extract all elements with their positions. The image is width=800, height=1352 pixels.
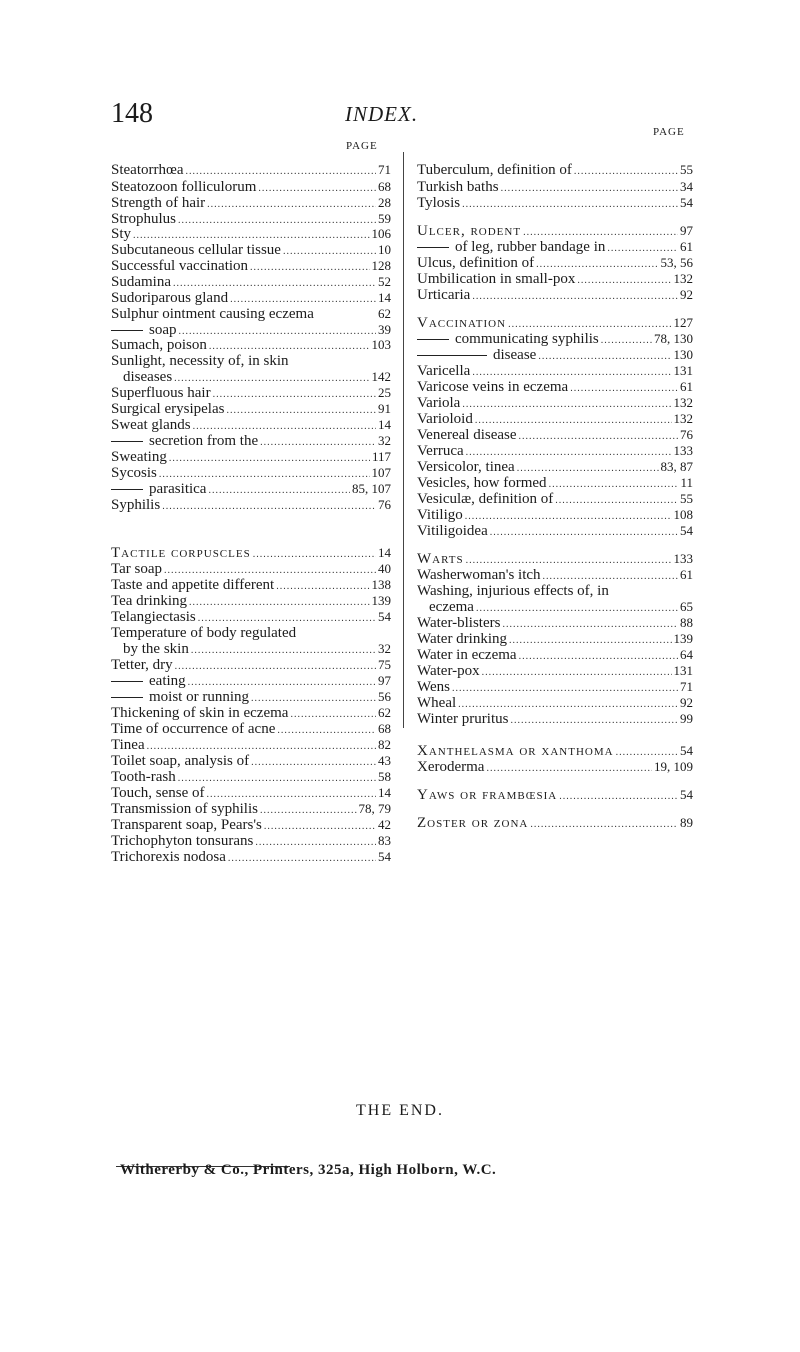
index-page-ref: 14 bbox=[378, 290, 391, 305]
index-entry bbox=[111, 211, 391, 227]
index-term: Varicose veins in eczema bbox=[417, 379, 569, 395]
index-entry bbox=[111, 769, 391, 785]
index-entry bbox=[417, 523, 693, 539]
index-term: Ulcus, definition of bbox=[417, 255, 535, 271]
index-term: Syphilis bbox=[111, 497, 161, 513]
index-page-ref: 139 bbox=[371, 593, 391, 608]
dot-leader bbox=[574, 164, 678, 180]
index-term: Touch, sense of bbox=[111, 785, 205, 801]
index-entry bbox=[111, 258, 391, 274]
index-term: Vitiligo bbox=[417, 507, 463, 523]
index-term: Tuberculum, definition of bbox=[417, 162, 572, 178]
index-entry bbox=[417, 759, 693, 775]
index-page-ref: 71 bbox=[680, 679, 693, 694]
index-page-ref: 132 bbox=[673, 271, 693, 286]
index-page-ref: 75 bbox=[378, 657, 391, 672]
index-entry bbox=[417, 195, 693, 211]
index-page-ref: 139 bbox=[673, 631, 693, 646]
index-page-ref: 61 bbox=[680, 567, 693, 582]
index-term: Superfluous hair bbox=[111, 385, 211, 401]
index-term: Washerwoman's itch bbox=[417, 567, 541, 583]
index-entry bbox=[417, 255, 693, 271]
index-term: Xanthelasma or xanthoma bbox=[417, 743, 614, 759]
index-term: Sycosis bbox=[111, 465, 157, 481]
index-entry bbox=[111, 337, 391, 353]
index-page-ref: 131 bbox=[673, 663, 693, 678]
index-entry bbox=[417, 507, 693, 523]
index-entry bbox=[111, 162, 391, 178]
index-page-ref: 127 bbox=[673, 315, 693, 330]
index-page-ref: 65 bbox=[680, 599, 693, 614]
index-entry bbox=[111, 561, 391, 577]
index-page-ref: 62 bbox=[378, 705, 391, 720]
index-page-ref: 133 bbox=[673, 551, 693, 566]
index-entry bbox=[417, 443, 693, 459]
dot-leader bbox=[510, 713, 678, 729]
index-term: Strength of hair bbox=[111, 195, 206, 211]
index-entry bbox=[417, 815, 693, 831]
index-page-ref: 130 bbox=[673, 347, 693, 362]
index-entry bbox=[111, 721, 391, 737]
dot-leader bbox=[162, 499, 376, 515]
index-page-ref: 54 bbox=[680, 743, 693, 758]
index-term: Versicolor, tinea bbox=[417, 459, 515, 475]
index-entry bbox=[111, 849, 391, 865]
index-page-ref: 28 bbox=[378, 195, 391, 210]
index-term: Sudoriparous gland bbox=[111, 290, 229, 306]
index-entry bbox=[417, 331, 693, 347]
index-term: parasitica bbox=[111, 481, 206, 497]
index-entry bbox=[417, 491, 693, 507]
index-entry bbox=[111, 322, 391, 338]
index-term: Ulcer, rodent bbox=[417, 223, 522, 239]
index-entry bbox=[417, 411, 693, 427]
index-entry bbox=[111, 497, 391, 513]
dot-leader bbox=[490, 525, 678, 541]
index-term: Washing, injurious effects of, in bbox=[417, 583, 609, 599]
index-term: Trichorexis nodosa bbox=[111, 849, 226, 865]
index-entry bbox=[111, 385, 391, 401]
index-entry bbox=[111, 689, 391, 705]
index-term: Vitiligoidea bbox=[417, 523, 488, 539]
index-page-ref: 76 bbox=[378, 497, 391, 512]
index-page-ref: 78, 130 bbox=[654, 331, 693, 346]
index-term: Temperature of body regulated bbox=[111, 625, 297, 641]
index-entry bbox=[111, 705, 391, 721]
index-entry bbox=[111, 817, 391, 833]
index-page-ref: 83, 87 bbox=[660, 459, 693, 474]
index-page-ref: 52 bbox=[378, 274, 391, 289]
index-page-ref: 55 bbox=[680, 162, 693, 177]
dot-leader bbox=[530, 817, 678, 833]
index-term: Taste and appetite different bbox=[111, 577, 275, 593]
index-term: of leg, rubber bandage in bbox=[417, 239, 605, 255]
index-entry bbox=[417, 315, 693, 331]
index-term: Transmission of syphilis bbox=[111, 801, 258, 817]
index-term: Xeroderma bbox=[417, 759, 485, 775]
index-term: Varicella bbox=[417, 363, 471, 379]
index-term: Tooth-rash bbox=[111, 769, 176, 785]
index-page-ref: 14 bbox=[378, 785, 391, 800]
index-entry bbox=[111, 625, 391, 641]
printer-imprint: Withererby & Co., Printers, 325a, High Holborn, W.C. bbox=[120, 1162, 497, 1178]
index-page-ref: 32 bbox=[378, 433, 391, 448]
index-page-ref: 54 bbox=[680, 787, 693, 802]
index-entry bbox=[417, 551, 693, 567]
index-page-ref: 107 bbox=[371, 465, 391, 480]
index-entry bbox=[417, 679, 693, 695]
index-entry bbox=[111, 179, 391, 195]
index-term: Yaws or frambœsia bbox=[417, 787, 558, 803]
index-page-ref: 83 bbox=[378, 833, 391, 848]
index-entry bbox=[417, 695, 693, 711]
index-term: Steatorrhœa bbox=[111, 162, 184, 178]
index-term: Time of occurrence of acne bbox=[111, 721, 276, 737]
index-entry bbox=[111, 673, 391, 689]
index-term: Transparent soap, Pears's bbox=[111, 817, 262, 833]
dot-leader bbox=[472, 289, 678, 305]
index-entry bbox=[111, 609, 391, 625]
index-page-ref: 14 bbox=[378, 417, 391, 432]
index-term: Sweat glands bbox=[111, 417, 191, 433]
index-page-ref: 106 bbox=[371, 226, 391, 241]
index-term: Warts bbox=[417, 551, 464, 567]
index-page-ref: 58 bbox=[378, 769, 391, 784]
index-entry bbox=[417, 223, 693, 239]
index-page-ref: 132 bbox=[673, 395, 693, 410]
index-page-ref: 108 bbox=[673, 507, 693, 522]
index-page-ref: 88 bbox=[680, 615, 693, 630]
index-page-ref: 14 bbox=[378, 545, 391, 560]
index-term: eating bbox=[111, 673, 186, 689]
index-entry bbox=[111, 737, 391, 753]
index-entry bbox=[417, 583, 693, 599]
index-term: Sty bbox=[111, 226, 132, 242]
index-entry bbox=[417, 599, 693, 615]
index-term: communicating syphilis bbox=[417, 331, 599, 347]
index-page-ref: 138 bbox=[371, 577, 391, 592]
index-entry bbox=[417, 427, 693, 443]
index-term: Strophulus bbox=[111, 211, 177, 227]
index-page-ref: 59 bbox=[378, 211, 391, 226]
index-term: Wheal bbox=[417, 695, 457, 711]
index-entry bbox=[111, 449, 391, 465]
index-term: Subcutaneous cellular tissue bbox=[111, 242, 281, 258]
index-page-ref: 68 bbox=[378, 179, 391, 194]
index-term: Wens bbox=[417, 679, 450, 695]
index-page-ref: 133 bbox=[673, 443, 693, 458]
index-entry bbox=[111, 641, 391, 657]
index-entry bbox=[111, 417, 391, 433]
index-page-ref: 10 bbox=[378, 242, 391, 257]
index-term: Water in eczema bbox=[417, 647, 517, 663]
index-entry bbox=[417, 475, 693, 491]
index-term: Sudamina bbox=[111, 274, 171, 290]
index-page-ref: 68 bbox=[378, 721, 391, 736]
index-term: Tea drinking bbox=[111, 593, 188, 609]
index-entry bbox=[417, 162, 693, 178]
index-entry bbox=[417, 379, 693, 395]
dot-leader bbox=[486, 761, 652, 777]
index-entry bbox=[417, 363, 693, 379]
dot-leader bbox=[559, 789, 678, 805]
index-page-ref: 132 bbox=[673, 411, 693, 426]
index-page-ref: 61 bbox=[680, 239, 693, 254]
index-term: Sumach, poison bbox=[111, 337, 207, 353]
index-term: Venereal disease bbox=[417, 427, 517, 443]
index-entry bbox=[111, 577, 391, 593]
index-term: moist or running bbox=[111, 689, 249, 705]
index-term: Tar soap bbox=[111, 561, 163, 577]
index-term: Zoster or zona bbox=[417, 815, 529, 831]
index-term: Water-pox bbox=[417, 663, 480, 679]
index-entry bbox=[417, 395, 693, 411]
index-term: Vesicles, how formed bbox=[417, 475, 547, 491]
index-page-ref: 54 bbox=[378, 849, 391, 864]
index-entry bbox=[417, 287, 693, 303]
index-term: Umbilication in small-pox bbox=[417, 271, 576, 287]
index-entry bbox=[111, 433, 391, 449]
index-page-ref: 62 bbox=[378, 306, 391, 321]
index-term: diseases bbox=[123, 369, 173, 385]
index-page-ref: 64 bbox=[680, 647, 693, 662]
index-page-ref: 61 bbox=[680, 379, 693, 394]
index-page-ref: 25 bbox=[378, 385, 391, 400]
index-term: Trichophyton tonsurans bbox=[111, 833, 254, 849]
index-entry bbox=[417, 647, 693, 663]
index-entry bbox=[111, 353, 391, 369]
index-term: Surgical erysipelas bbox=[111, 401, 225, 417]
index-term: Steatozoon folliculorum bbox=[111, 179, 257, 195]
index-term: Varioloid bbox=[417, 411, 473, 427]
index-page-ref: 43 bbox=[378, 753, 391, 768]
index-page-ref: 40 bbox=[378, 561, 391, 576]
index-entry bbox=[417, 567, 693, 583]
index-page-ref: 103 bbox=[371, 337, 391, 352]
dot-leader bbox=[462, 197, 678, 213]
index-term: secretion from the bbox=[111, 433, 258, 449]
index-page-ref: 54 bbox=[378, 609, 391, 624]
index-page-ref: 89 bbox=[680, 815, 693, 830]
index-page-ref: 82 bbox=[378, 737, 391, 752]
index-page-ref: 99 bbox=[680, 711, 693, 726]
the-end: THE END. bbox=[356, 1102, 444, 1119]
index-entry bbox=[111, 274, 391, 290]
index-term: Tylosis bbox=[417, 195, 461, 211]
index-entry bbox=[417, 615, 693, 631]
index-term: Telangiectasis bbox=[111, 609, 196, 625]
index-page-ref: 117 bbox=[371, 449, 391, 464]
index-term: Vesiculæ, definition of bbox=[417, 491, 554, 507]
index-entry bbox=[111, 242, 391, 258]
right-page-label: PAGE bbox=[653, 126, 685, 138]
index-term: soap bbox=[111, 322, 177, 338]
index-term: Tetter, dry bbox=[111, 657, 173, 673]
index-page-ref: 53, 56 bbox=[660, 255, 693, 270]
column-divider bbox=[403, 152, 404, 728]
index-page-ref: 54 bbox=[680, 195, 693, 210]
index-page-ref: 56 bbox=[378, 689, 391, 704]
index-page-ref: 76 bbox=[680, 427, 693, 442]
index-entry bbox=[111, 593, 391, 609]
dot-leader bbox=[228, 851, 376, 867]
index-entry bbox=[111, 465, 391, 481]
index-term: Turkish baths bbox=[417, 179, 499, 195]
index-entry bbox=[417, 631, 693, 647]
index-page-ref: 128 bbox=[371, 258, 391, 273]
index-page-ref: 91 bbox=[378, 401, 391, 416]
index-entry bbox=[417, 663, 693, 679]
left-page-label: PAGE bbox=[346, 140, 378, 152]
index-page-ref: 19, 109 bbox=[654, 759, 693, 774]
index-entry bbox=[111, 226, 391, 242]
index-entry bbox=[417, 459, 693, 475]
index-entry bbox=[111, 306, 391, 322]
dot-leader bbox=[185, 164, 376, 180]
index-entry bbox=[417, 743, 693, 759]
index-page-ref: 97 bbox=[378, 673, 391, 688]
index-term: Tactile corpuscles bbox=[111, 545, 251, 561]
index-page-ref: 131 bbox=[673, 363, 693, 378]
index-term: Toilet soap, analysis of bbox=[111, 753, 250, 769]
index-term: eczema bbox=[429, 599, 474, 615]
index-entry bbox=[417, 179, 693, 195]
index-page-ref: 55 bbox=[680, 491, 693, 506]
index-entry bbox=[111, 195, 391, 211]
index-page-ref: 97 bbox=[680, 223, 693, 238]
index-page-ref: 54 bbox=[680, 523, 693, 538]
index-term: Sulphur ointment causing eczema bbox=[111, 306, 314, 322]
index-entry bbox=[417, 239, 693, 255]
index-page-ref: 11 bbox=[680, 475, 693, 490]
index-entry bbox=[417, 347, 693, 363]
index-entry bbox=[111, 369, 391, 385]
running-title: INDEX. bbox=[345, 102, 419, 126]
index-term: disease bbox=[417, 347, 536, 363]
index-page-ref: 39 bbox=[378, 322, 391, 337]
index-entry bbox=[111, 401, 391, 417]
index-entry bbox=[111, 481, 391, 497]
index-entry bbox=[111, 290, 391, 306]
index-term: Vaccination bbox=[417, 315, 507, 331]
index-term: Sweating bbox=[111, 449, 167, 465]
index-entry bbox=[111, 833, 391, 849]
index-page-ref: 142 bbox=[371, 369, 391, 384]
index-entry bbox=[417, 787, 693, 803]
index-page-ref: 92 bbox=[680, 695, 693, 710]
index-page-ref: 42 bbox=[378, 817, 391, 832]
index-entry bbox=[111, 545, 391, 561]
index-term: Verruca bbox=[417, 443, 464, 459]
index-term: Sunlight, necessity of, in skin bbox=[111, 353, 289, 369]
index-term: by the skin bbox=[123, 641, 189, 657]
index-term: Thickening of skin in eczema bbox=[111, 705, 289, 721]
index-page-ref: 71 bbox=[378, 162, 391, 177]
index-entry bbox=[417, 711, 693, 727]
index-entry bbox=[417, 271, 693, 287]
index-entry bbox=[111, 657, 391, 673]
index-term: Water drinking bbox=[417, 631, 508, 647]
index-term: Urticaria bbox=[417, 287, 471, 303]
index-page-ref: 92 bbox=[680, 287, 693, 302]
index-term: Winter pruritus bbox=[417, 711, 509, 727]
index-page-ref: 32 bbox=[378, 641, 391, 656]
index-entry bbox=[111, 753, 391, 769]
index-term: Variola bbox=[417, 395, 461, 411]
index-page-ref: 85, 107 bbox=[352, 481, 391, 496]
index-term: Water-blisters bbox=[417, 615, 501, 631]
index-entry bbox=[111, 801, 391, 817]
index-entry bbox=[111, 785, 391, 801]
index-page-ref: 34 bbox=[680, 179, 693, 194]
index-term: Tinea bbox=[111, 737, 145, 753]
index-page-ref: 78, 79 bbox=[358, 801, 391, 816]
index-term: Successful vaccination bbox=[111, 258, 249, 274]
page-number: 148 bbox=[111, 98, 153, 129]
